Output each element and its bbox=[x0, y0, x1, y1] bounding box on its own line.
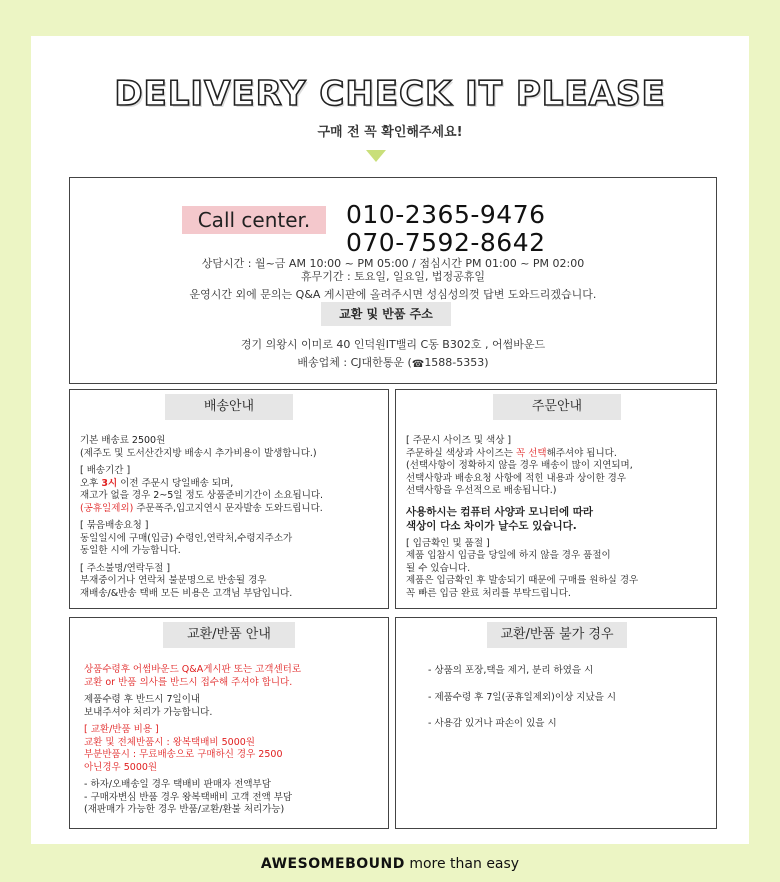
deposit-line-4: 꼭 빠른 입금 완료 처리를 부탁드립니다. bbox=[406, 587, 571, 599]
note-line-1: - 하자/오배송일 경우 택배비 판매자 전액부담 bbox=[84, 779, 271, 790]
address-title-badge: 교환 및 반품 주소 bbox=[321, 302, 451, 326]
page-subtitle: 구매 전 꼭 확인해주세요! bbox=[317, 125, 463, 140]
monitor-line-1: 사용하시는 컴퓨터 사양과 모니터에 따라 bbox=[406, 505, 594, 518]
footer bbox=[0, 856, 780, 872]
deposit-title: [ 입금확인 및 품절 ] bbox=[406, 537, 490, 549]
size-line-1: 주문하실 색상과 사이즈는 꼭 선택해주셔야 됩니다. bbox=[406, 447, 617, 459]
period-line-3: (공휴일제외) 주문폭주,입고지연시 문자발송 도와드립니다. bbox=[80, 502, 323, 514]
delivery-info-card bbox=[31, 36, 749, 844]
deposit-line-3: 제품은 입금확인 후 발송되기 때문에 구매를 원하실 경우 bbox=[406, 575, 639, 586]
fee-line-1: 교환 및 전체반품시 : 왕복택배비 5000원 bbox=[84, 736, 255, 748]
order-info-title: 주문안내 bbox=[493, 394, 621, 420]
note-line-3: (재판매가 가능한 경우 반품/교환/환불 처리가능) bbox=[84, 804, 285, 815]
return-address: 경기 의왕시 이미로 40 인덕원IT밸리 C동 B302호 , 어썸바운드 bbox=[240, 338, 546, 351]
exchange-red-line-2: 교환 or 반품 의사를 반드시 접수해 주셔야 합니다. bbox=[84, 676, 293, 688]
business-hours: 상담시간 : 월~금 AM 10:00 ~ PM 05:00 / 점심시간 PM 01:00 ~ PM 02:00 bbox=[201, 257, 585, 270]
bundle-line-1: 동일일시에 구매(입금) 수령인,연락처,수령지주소가 bbox=[80, 532, 293, 544]
unknown-title: [ 주소불명/연락두절 ] bbox=[80, 562, 171, 574]
footer-tagline: more than easy bbox=[404, 856, 520, 872]
footer-brand: AWESOMEBOUND bbox=[260, 856, 405, 872]
phone-number-2[interactable]: 070-7592-8642 bbox=[346, 228, 546, 257]
no-exchange-item-3: - 사용감 있거나 파손이 있을 시 bbox=[428, 718, 557, 729]
exchange-red-line-1: 상품수령후 어썸바운드 Q&A게시판 또는 고객센터로 bbox=[84, 664, 302, 675]
courier-phone[interactable]: 1588-5353 bbox=[424, 356, 485, 369]
size-title: [ 주문시 사이즈 및 색상 ] bbox=[406, 435, 512, 446]
period-line-2: 재고가 없을 경우 2~5일 정도 상품준비기간이 소요됩니다. bbox=[80, 490, 324, 501]
courier-prefix: 배송업체 : CJ대한통운 ( bbox=[297, 356, 412, 369]
unknown-line-1: 부재중이거나 연락처 불분명으로 반송될 경우 bbox=[80, 575, 267, 586]
exchange-info-box bbox=[69, 617, 389, 829]
basic-fee-note: (제주도 및 도서산간지방 배송시 추가비용이 발생합니다.) bbox=[80, 447, 317, 459]
no-exchange-content bbox=[428, 665, 616, 731]
order-info-content bbox=[406, 435, 638, 600]
note-line-2: - 구매자변심 반품 경우 왕복택배비 고객 전액 부담 bbox=[84, 791, 293, 803]
no-exchange-title: 교환/반품 불가 경우 bbox=[487, 622, 627, 648]
fee-line-2: 부분반품시 : 무료배송으로 구매하신 경우 2500 bbox=[84, 749, 283, 760]
period-line-1: 오후 3시 이전 주문시 당일배송 되며, bbox=[80, 477, 234, 489]
size-line-2: (선택사항이 정확하지 않을 경우 배송이 많이 지연되며, bbox=[406, 460, 633, 471]
contact-box bbox=[69, 177, 717, 384]
period-title: [ 배송기간 ] bbox=[80, 465, 131, 476]
basic-fee: 기본 배송료 2500원 bbox=[80, 435, 166, 446]
telephone-icon: ☎ bbox=[411, 359, 425, 370]
courier-info bbox=[70, 354, 716, 370]
shipping-info-content bbox=[80, 435, 323, 600]
bundle-line-2: 동일한 시에 가능합니다. bbox=[80, 545, 181, 556]
fee-line-3: 아닌경우 5000원 bbox=[84, 761, 158, 773]
receive-line-2: 보내주셔야 처리가 가능합니다. bbox=[84, 706, 213, 718]
phone-number-1[interactable]: 010-2365-9476 bbox=[346, 200, 546, 229]
page-title: DELIVERY CHECK IT PLEASE bbox=[114, 74, 666, 114]
shipping-info-title: 배송안내 bbox=[165, 394, 293, 420]
bundle-title: [ 묶음배송요청 ] bbox=[80, 520, 149, 531]
shipping-info-box bbox=[69, 389, 389, 609]
triangle-down-icon bbox=[366, 150, 386, 162]
order-info-box bbox=[395, 389, 717, 609]
unknown-line-2: 재배송/&반송 택배 모든 비용은 고객님 부담입니다. bbox=[80, 587, 293, 599]
size-line-3: 선택사항과 배송요청 사항에 적힌 내용과 상이한 경우 bbox=[406, 472, 627, 484]
exchange-info-title: 교환/반품 안내 bbox=[163, 622, 295, 648]
courier-suffix: ) bbox=[484, 356, 489, 369]
receive-line-1: 제품수령 후 반드시 7일이내 bbox=[84, 694, 201, 705]
no-exchange-item-2: - 제품수령 후 7일(공휴일제외)이상 지났을 시 bbox=[428, 691, 616, 703]
call-center-label: Call center. bbox=[182, 206, 326, 234]
size-line-4: 선택사항을 우선적으로 배송됩니다.) bbox=[406, 485, 557, 496]
deposit-line-2: 될 수 있습니다. bbox=[406, 562, 471, 574]
exchange-info-content bbox=[84, 664, 301, 817]
no-exchange-item-1: - 상품의 포장,택을 제거, 분리 하였을 시 bbox=[428, 665, 594, 676]
holidays: 휴무기간 : 토요일, 일요일, 법정공휴일 bbox=[300, 270, 486, 283]
qna-notice: 운영시간 외에 문의는 Q&A 게시판에 올려주시면 성심성의껏 답변 도와드리겠습니다. bbox=[189, 288, 597, 301]
deposit-line-1: 제품 입참시 입금을 당일에 하지 않을 경우 품절이 bbox=[406, 550, 611, 561]
no-exchange-box bbox=[395, 617, 717, 829]
fee-title: [ 교환/반품 비용 ] bbox=[84, 724, 159, 735]
monitor-line-2: 색상이 다소 차이가 날수도 있습니다. bbox=[406, 519, 577, 532]
